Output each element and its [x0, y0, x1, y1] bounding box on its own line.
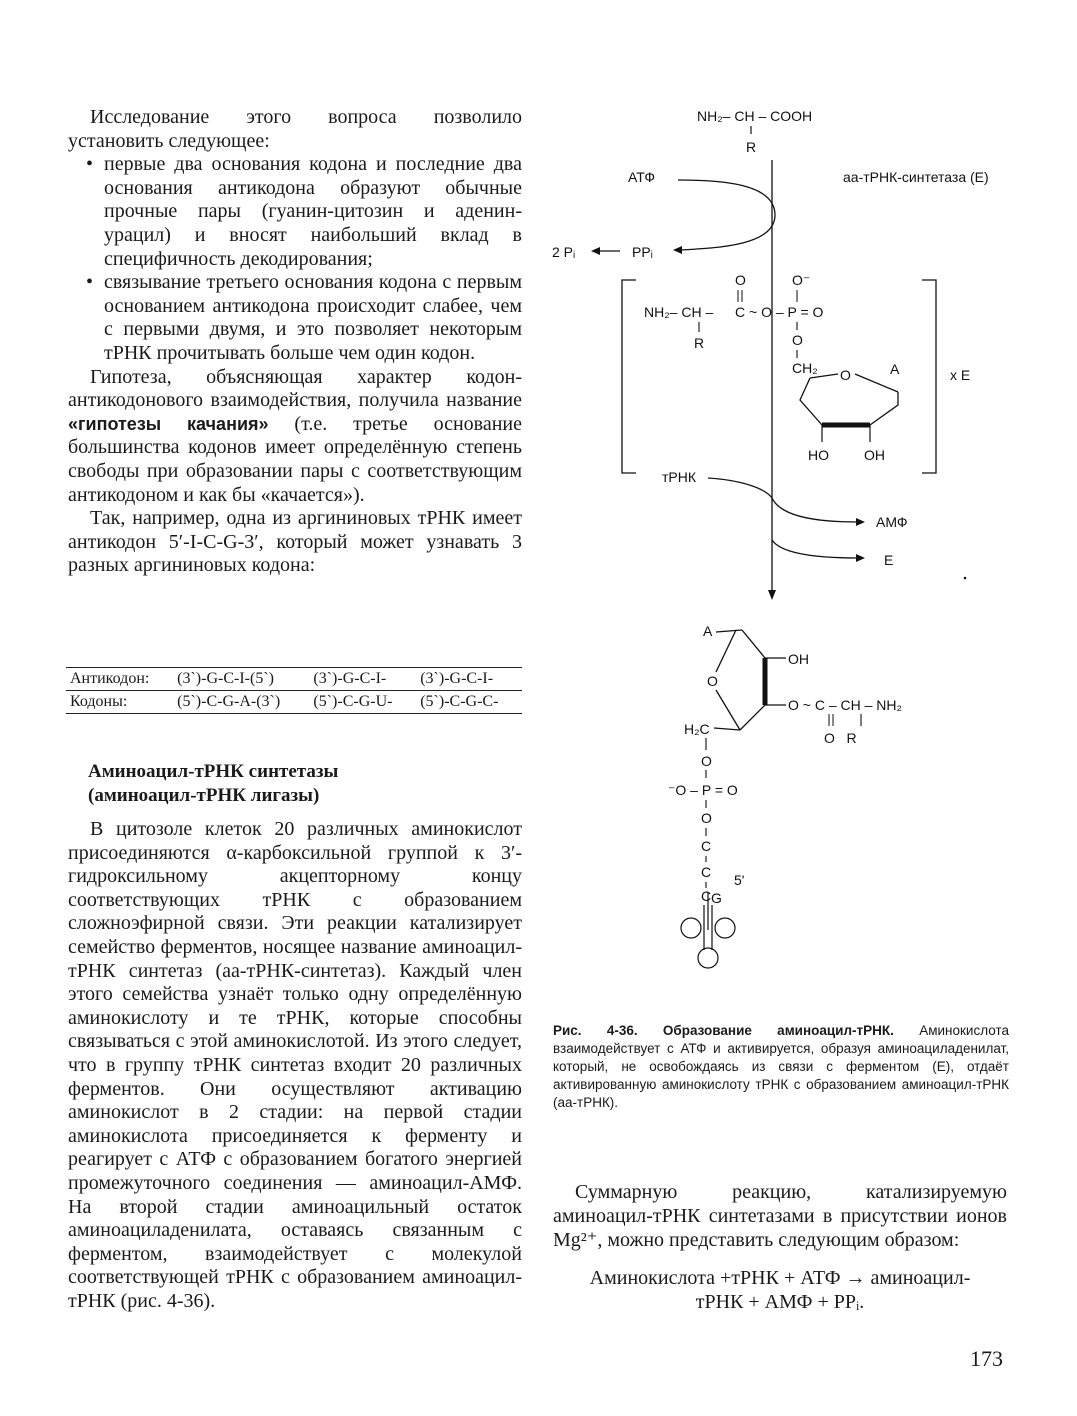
- trna-label: тРНК: [662, 469, 697, 485]
- amp-label: АМФ: [876, 514, 908, 530]
- hypothesis-paragraph: [68, 366, 522, 508]
- arrowhead: [768, 590, 776, 600]
- summary-paragraph: [553, 1180, 1007, 1252]
- table-cell: (5`)-C-G-C-: [420, 693, 499, 710]
- section-heading-line: Аминоацил-тРНК синтетазы: [88, 761, 339, 782]
- hypothesis-term: «гипотезы качания»: [68, 413, 269, 434]
- finding-item: • первые два основания кодона и последние два основания антикодона образуют обычные прочные пары (гуанин-цитозин и аденин-урацил) и вносят наибольший вклад в специфичность декодирования;: [68, 153, 522, 271]
- chain-cytosine: C: [701, 838, 712, 854]
- bond: [742, 630, 765, 658]
- product-ester: O ~ C – CH – NH₂: [788, 697, 902, 713]
- bond: [716, 630, 736, 672]
- adenine-label: A: [890, 361, 900, 377]
- ester-phosphate-label: C ~ O – P = O: [735, 304, 824, 320]
- reaction-figure: [545, 95, 1025, 1015]
- guanine-label: G: [711, 890, 722, 906]
- e-label: E: [884, 552, 894, 568]
- chain-cytosine: C: [701, 864, 712, 880]
- summary-text: Суммарную реакцию, катализируемую аминоацил-тРНК синтетазами в присутствии ионов Mg²⁺, можно представить следующим образом:: [553, 1181, 1007, 1251]
- caption-text: Аминокислота взаимодействует с АТФ и активируется, образуя аминоациладенилат, который, не освобождаясь из связи с ферментом (Е), отдаёт активированную аминокислоту тРНК с образованием аминоацил-тРНК (аа-тРНК).: [553, 1023, 1009, 1110]
- codon-table: [66, 667, 522, 714]
- product-oh: OH: [788, 651, 809, 667]
- chain-oxygen: O: [701, 753, 712, 769]
- codon-table-wrapper: [66, 667, 522, 714]
- table-cell: (3`)-G-C-I-: [420, 670, 494, 687]
- bond: [740, 705, 765, 730]
- left-bracket: [622, 280, 636, 473]
- table-cell: (5`)-C-G-A-(3`): [177, 693, 281, 710]
- example-paragraph: Так, например, одна из аргининовых тРНК имеет антикодон 5′-I-C-G-3′, который может узнавать 3 разных аргининовых кодона:: [68, 507, 522, 577]
- page-number: 173: [970, 1346, 1003, 1371]
- section-body: [68, 818, 522, 1313]
- link-oxygen: O: [792, 332, 803, 348]
- right-bracket: [922, 280, 936, 473]
- bond: [716, 630, 742, 632]
- oh-label: OH: [864, 447, 885, 463]
- table-cell: Кодоны:: [70, 693, 128, 710]
- r-group: R: [694, 335, 705, 351]
- arrowhead: [856, 554, 865, 562]
- left-column: [68, 106, 522, 578]
- reaction-equation: [553, 1266, 1007, 1314]
- chain-oxygen: O: [701, 810, 712, 826]
- bond: [714, 728, 740, 730]
- ch2-label: CH₂: [792, 360, 818, 376]
- oxygen-label: O: [735, 272, 746, 288]
- table-row: [66, 691, 522, 714]
- intro-paragraph: Исследование этого вопроса позволило установить следующее:: [68, 106, 522, 152]
- bond: [870, 392, 898, 425]
- bond: [800, 378, 822, 425]
- arrowhead: [673, 246, 682, 254]
- section-paragraph: В цитозоле клеток 20 различных аминокислот присоединяются α-карбоксильной группой к 3′-гидроксильному акцепторному концу соответствующих тРНК с образованием сложноэфирной связи. Эти реакции катализирует семейство ферментов, носящее название аминоацил-тРНК синтетаз (аа-тРНК-синтетаз). Каждый член этого семейства узнаёт только одну определённую аминокислоту и те тРНК, которые способны связываться с этой аминокислотой. Из этого следует, что в группу тРНК синтетаз входит 20 различных ферментов. Они осуществляют активацию аминокислот в 2 стадии: на первой стадии аминокислота присоединяется к ферменту и реагирует с АТФ с образованием богатого энергией промежуточного соединения — аминоацил-АМФ. На второй стадии аминоацильный остаток аминоациладенилата, оставаясь связанным с ферментом, взаимодействует с молекулой соответствующей тРНК с образованием аминоацил-тРНК (рис. 4-36).: [68, 818, 522, 1312]
- atp-label: АТФ: [628, 169, 655, 185]
- table-row: [66, 668, 522, 691]
- atp-curve-arrow: [678, 180, 775, 250]
- times-e-label: x E: [950, 367, 971, 383]
- equation-line: тРНК + АМФ + PPᵢ.: [695, 1291, 865, 1313]
- arrowhead: [591, 247, 600, 255]
- figure-caption: [553, 1022, 1009, 1112]
- product-ring-oxygen: O: [707, 673, 718, 689]
- product-adenine: A: [703, 623, 713, 639]
- product-o-r: O R: [824, 730, 857, 746]
- r-group: R: [746, 139, 757, 155]
- ho-label: HO: [808, 447, 829, 463]
- ppi-label: PPᵢ: [632, 244, 653, 260]
- amino-acid-formula: NH₂– CH – COOH: [697, 108, 813, 124]
- table-cell: Антикодон:: [70, 670, 150, 687]
- nh2-ch-label: NH₂– CH –: [644, 304, 714, 320]
- bond: [716, 690, 740, 730]
- caption-label: Рис. 4-36. Образование аминоацил-тРНК.: [553, 1023, 894, 1038]
- product-h2c: H₂C: [684, 721, 710, 737]
- phosphate-group: ⁻O – P = O: [668, 782, 738, 798]
- findings-list: [68, 153, 522, 365]
- table-cell: (5`)-C-G-U-: [313, 693, 393, 710]
- arrowhead: [856, 518, 865, 526]
- hypothesis-text-start: Гипотеза, объясняющая характер кодон-антикодонового взаимодействия, получила название: [68, 365, 522, 412]
- dot: [964, 577, 967, 580]
- table-cell: (3`)-G-C-I-(5`): [177, 670, 274, 687]
- two-pi-label: 2 Pᵢ: [552, 244, 576, 260]
- ring-oxygen: O: [840, 367, 851, 383]
- section-heading: [88, 760, 508, 808]
- amp-arrow: [772, 498, 858, 522]
- equation-line: Аминокислота +тРНК + АТФ → аминоацил-: [589, 1267, 971, 1289]
- table-cell: (3`)-G-C-I-: [313, 670, 387, 687]
- five-prime-label: 5': [734, 872, 745, 888]
- hypothesis-text-end: (т.е. третье основание большинства кодонов имеет определённую степень свободы при образовании пары с соответствующим антикодоном и как бы «качается»).: [68, 412, 523, 506]
- section-heading-line: (аминоацил-тРНК лигазы): [88, 785, 320, 806]
- enzyme-label: аа-тРНК-синтетаза (Е): [843, 169, 989, 185]
- oxygen-minus-label: O⁻: [792, 272, 811, 288]
- trna-arrow: [708, 478, 772, 498]
- e-arrow: [772, 540, 858, 558]
- finding-item: • связывание третьего основания кодона с первым основанием антикодона происходит слабее, чем с первыми двумя, и это позволяет некоторым тРНК прочитывать больше чем один кодон.: [68, 271, 522, 365]
- chain-cytosine: C: [701, 888, 712, 904]
